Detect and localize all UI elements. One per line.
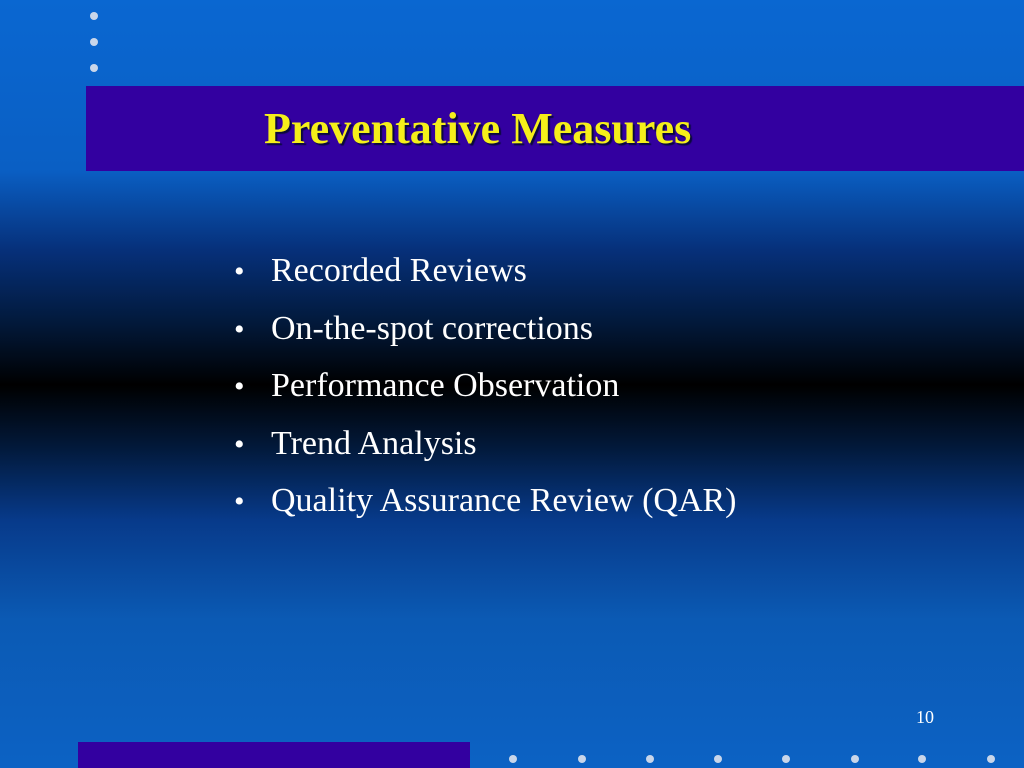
bullet-icon: • (234, 312, 245, 346)
decorative-dot (851, 755, 859, 763)
bullet-item (226, 252, 986, 310)
slide-title: Preventative Measures (264, 104, 692, 153)
decorative-dot (509, 755, 517, 763)
bullet-text: Recorded Reviews (271, 252, 527, 289)
decorative-dot (646, 755, 654, 763)
bullet-icon: • (234, 485, 245, 518)
bullet-text: Quality Assurance Review (QAR) (271, 482, 737, 519)
bullet-text: On-the-spot corrections (271, 309, 593, 347)
title-bar (86, 86, 1024, 171)
bullet-list (226, 252, 986, 540)
bullet-item (226, 425, 986, 483)
bullet-icon: • (234, 427, 245, 461)
bullet-item (226, 367, 986, 425)
bullet-text: Trend Analysis (271, 424, 477, 462)
decorative-dot (987, 755, 995, 763)
decorative-dot (918, 755, 926, 763)
decorative-dot (782, 755, 790, 763)
decorative-dot (90, 64, 98, 72)
decorative-dot (90, 12, 98, 20)
bullet-item (226, 310, 986, 368)
footer-bar (78, 742, 470, 768)
decorative-dot (578, 755, 586, 763)
bullet-icon: • (234, 370, 245, 403)
decorative-dot (714, 755, 722, 763)
page-number: 10 (916, 707, 934, 727)
bullet-item (226, 482, 986, 540)
bullet-icon: • (234, 255, 245, 288)
bullet-text: Performance Observation (271, 367, 620, 404)
decorative-dot (90, 38, 98, 46)
